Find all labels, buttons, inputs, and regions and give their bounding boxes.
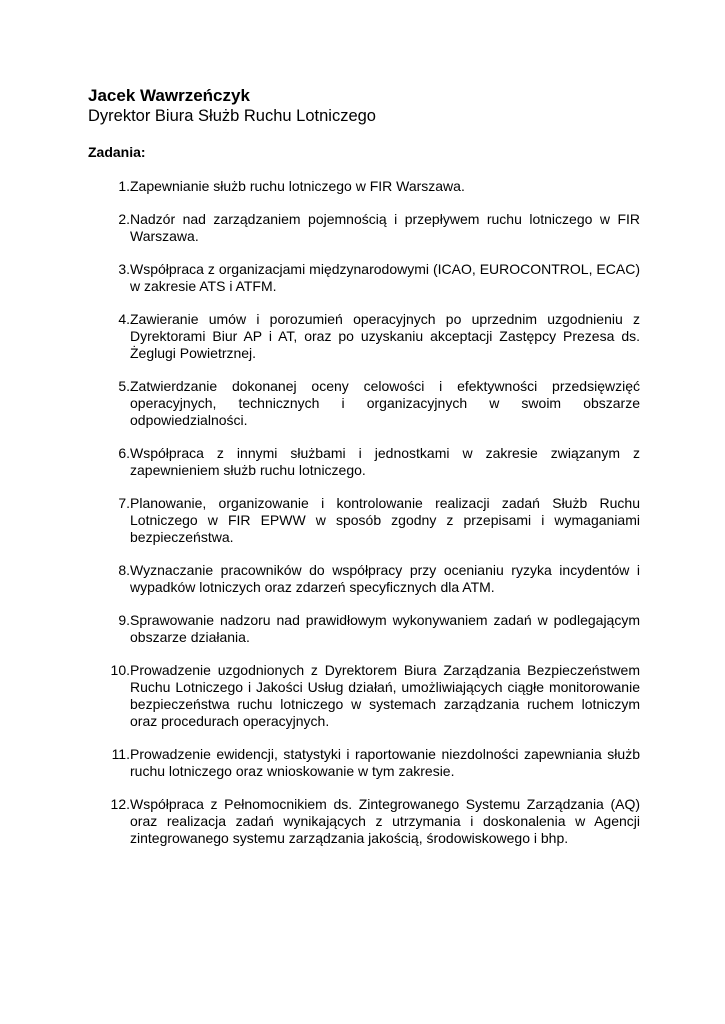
- task-number: 5.: [118, 378, 130, 394]
- task-text: Prowadzenie uzgodnionych z Dyrektorem Biura Zarządzania Bezpieczeństwem Ruchu Lotniczego i Jakości Usług działań, umożliwiających ciągłe monitorowanie bezpieczeństwa ruchu lotniczego w systemach zarządzania ruchem lotniczym oraz procedurach operacyjnych.: [130, 662, 640, 729]
- task-item-6: [104, 445, 640, 479]
- task-item-12: [104, 796, 640, 847]
- task-item-10: [104, 662, 640, 730]
- task-number: 9.: [118, 612, 130, 628]
- task-item-4: [104, 311, 640, 362]
- task-item-2: [104, 211, 640, 245]
- task-text: Sprawowanie nadzoru nad prawidłowym wykonywaniem zadań w podlegającym obszarze działania.: [130, 612, 640, 645]
- task-item-1: [104, 178, 640, 195]
- task-item-5: [104, 378, 640, 429]
- task-number: 11.: [111, 746, 130, 762]
- task-number: 8.: [118, 562, 130, 578]
- task-item-8: [104, 562, 640, 596]
- task-text: Planowanie, organizowanie i kontrolowanie realizacji zadań Służb Ruchu Lotniczego w FIR EPWW w sposób zgodny z przepisami i wymaganiami bezpieczeństwa.: [130, 495, 640, 545]
- task-text: Nadzór nad zarządzaniem pojemnością i przepływem ruchu lotniczego w FIR Warszawa.: [130, 211, 640, 244]
- tasks-heading: Zadania:: [88, 144, 146, 160]
- task-number: 1.: [118, 178, 130, 194]
- task-text: Zatwierdzanie dokonanej oceny celowości i efektywności przedsięwzięć operacyjnych, technicznych i organizacyjnych w swoim obszarze odpowiedzialności.: [130, 378, 640, 428]
- person-name: Jacek Wawrzeńczyk: [88, 86, 250, 105]
- person-position: Dyrektor Biura Służb Ruchu Lotniczego: [88, 107, 376, 125]
- task-text: Współpraca z innymi służbami i jednostkami w zakresie związanym z zapewnieniem służb ruchu lotniczego.: [130, 445, 640, 478]
- task-number: 7.: [118, 495, 130, 511]
- task-text: Współpraca z organizacjami międzynarodowymi (ICAO, EUROCONTROL, ECAC) w zakresie ATS i ATFM.: [130, 261, 640, 294]
- task-number: 4.: [118, 311, 130, 327]
- task-text: Zawieranie umów i porozumień operacyjnych po uprzednim uzgodnieniu z Dyrektorami Biur AP i AT, oraz po uzyskaniu akceptacji Zastępcy Prezesa ds. Żeglugi Powietrznej.: [130, 311, 640, 361]
- task-item-7: [104, 495, 640, 546]
- task-text: Współpraca z Pełnomocnikiem ds. Zintegrowanego Systemu Zarządzania (AQ) oraz realizacja zadań wynikających z utrzymania i doskonalenia w Agencji zintegrowanego systemu zarządzania jakością, środowiskowego i bhp.: [130, 796, 640, 846]
- task-number: 2.: [118, 211, 130, 227]
- task-item-9: [104, 612, 640, 646]
- task-item-3: [104, 261, 640, 295]
- task-text: Prowadzenie ewidencji, statystyki i raportowanie niezdolności zapewniania służb ruchu lotniczego oraz wnioskowanie w tym zakresie.: [130, 746, 640, 779]
- task-text: Wyznaczanie pracowników do współpracy przy ocenianiu ryzyka incydentów i wypadków lotniczych oraz zdarzeń specyficznych dla ATM.: [130, 562, 640, 595]
- task-number: 3.: [118, 261, 130, 277]
- task-number: 6.: [118, 445, 130, 461]
- task-text: Zapewnianie służb ruchu lotniczego w FIR Warszawa.: [130, 178, 465, 194]
- task-number: 10.: [110, 662, 130, 678]
- task-item-11: [104, 746, 640, 780]
- task-number: 12.: [110, 796, 130, 812]
